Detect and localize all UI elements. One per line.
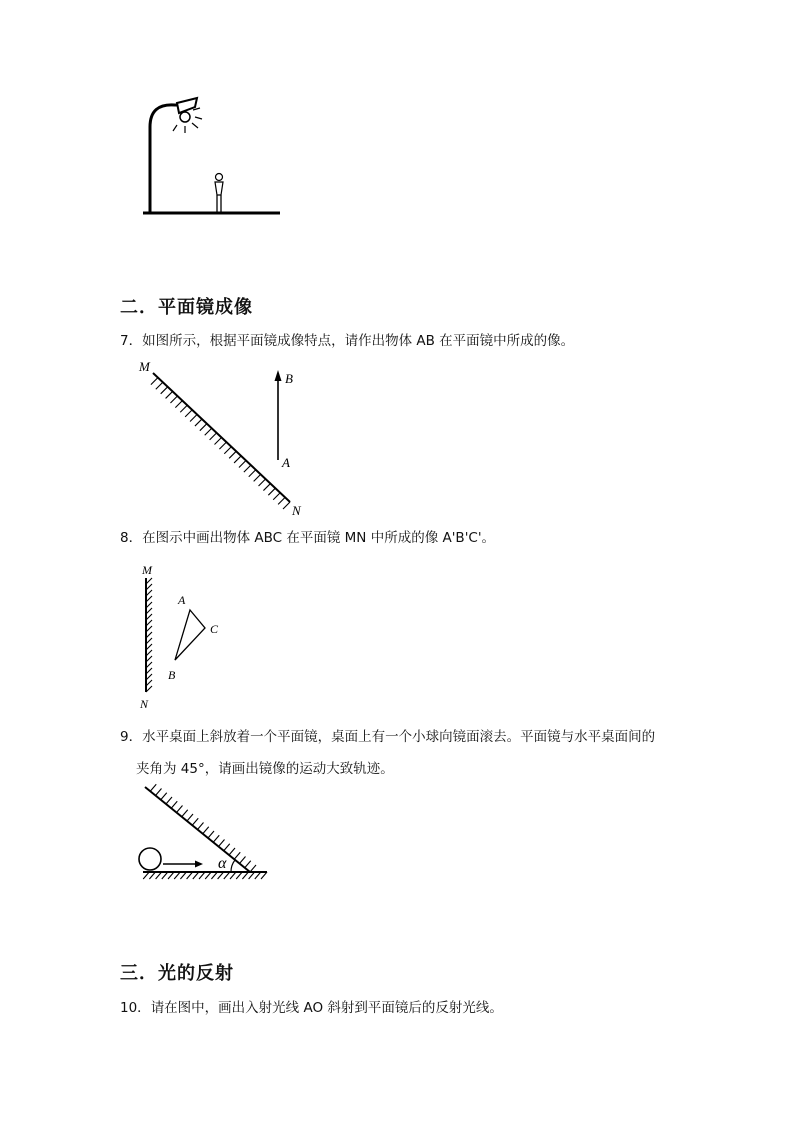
mirror-hatch bbox=[161, 793, 167, 800]
mirror-hatch bbox=[210, 433, 217, 440]
mirror-hatch bbox=[224, 844, 230, 851]
mirror-hatch bbox=[208, 831, 214, 838]
mirror-hatch bbox=[199, 872, 205, 879]
mirror-hatch bbox=[211, 872, 217, 879]
label-b: B bbox=[168, 668, 176, 682]
mirror-ab-figure bbox=[135, 355, 315, 520]
mirror-hatch bbox=[203, 827, 209, 834]
mirror-hatch bbox=[198, 823, 204, 830]
mirror-hatch bbox=[245, 861, 251, 868]
mirror-hatch bbox=[219, 442, 226, 449]
mirror-hatch bbox=[229, 848, 235, 855]
question-10 bbox=[120, 998, 503, 1018]
mirror-hatch bbox=[213, 835, 219, 842]
mirror-hatch bbox=[249, 872, 255, 879]
mirror-hatch bbox=[161, 387, 168, 394]
label-m: M bbox=[139, 359, 150, 374]
inclined-mirror-ball-figure bbox=[135, 782, 275, 887]
mirror-hatch bbox=[185, 410, 192, 417]
question-9-line2: 夹角为 45°，请画出镜像的运动大致轨迹。 bbox=[136, 761, 394, 777]
mirror-hatch bbox=[259, 479, 266, 486]
mirror-hatch bbox=[205, 872, 211, 879]
mirror-hatch bbox=[200, 424, 207, 431]
mirror-hatch bbox=[239, 461, 246, 468]
mirror-hatch bbox=[244, 465, 251, 472]
mirror-hatch bbox=[195, 419, 202, 426]
mirror-hatch bbox=[255, 872, 261, 879]
section-heading-reflection: 三．光的反射 bbox=[120, 963, 234, 984]
mirror-hatch bbox=[150, 784, 156, 791]
mirror-hatch bbox=[156, 382, 163, 389]
mirror-hatch bbox=[143, 872, 149, 879]
mirror-hatch bbox=[240, 857, 246, 864]
question-7 bbox=[120, 331, 574, 351]
mirror-hatch bbox=[166, 797, 172, 804]
question-8 bbox=[120, 528, 495, 548]
mirror-hatch bbox=[182, 810, 188, 817]
mirror-hatch bbox=[250, 865, 256, 872]
mirror-hatch bbox=[218, 872, 224, 879]
mirror-hatch bbox=[249, 470, 256, 477]
mirror-hatch bbox=[149, 872, 155, 879]
mirror-hatch bbox=[273, 493, 280, 500]
mirror-hatch bbox=[180, 872, 186, 879]
mirror-hatch bbox=[230, 872, 236, 879]
mirror-hatch bbox=[190, 414, 197, 421]
label-n: N bbox=[140, 697, 149, 711]
mirror-hatch bbox=[162, 872, 168, 879]
question-9 bbox=[120, 727, 655, 747]
mirror-hatch bbox=[168, 872, 174, 879]
mirror-hatch bbox=[263, 484, 270, 491]
mirror-hatch bbox=[156, 789, 162, 796]
mirror-hatch bbox=[171, 801, 177, 808]
mirror-hatch bbox=[187, 814, 193, 821]
label-m: M bbox=[142, 563, 152, 577]
mirror-hatch bbox=[187, 872, 193, 879]
question-number: 7． bbox=[120, 333, 143, 349]
question-number: 8． bbox=[120, 530, 143, 546]
mirror-hatch bbox=[192, 818, 198, 825]
mirror-hatch bbox=[229, 451, 236, 458]
question-number: 9． bbox=[120, 729, 143, 745]
label-c: C bbox=[210, 622, 219, 636]
question-text-line1: 水平桌面上斜放着一个平面镜，桌面上有一个小球向镜面滚去。平面镜与水平桌面间的 bbox=[142, 729, 656, 745]
mirror-hatch bbox=[242, 872, 248, 879]
section-heading-plane-mirror: 二．平面镜成像 bbox=[120, 297, 253, 318]
mirror-hatch bbox=[175, 401, 182, 408]
mirror-hatch bbox=[254, 474, 261, 481]
mirror-hatch bbox=[261, 872, 267, 879]
mirror-hatch bbox=[193, 872, 199, 879]
mirror-abc-figure bbox=[130, 560, 230, 715]
mirror-hatch bbox=[224, 872, 230, 879]
streetlamp-figure bbox=[135, 95, 285, 220]
label-a: A bbox=[178, 593, 186, 607]
mirror-hatch bbox=[151, 378, 158, 385]
mirror-hatch bbox=[166, 391, 173, 398]
mirror-hatch bbox=[205, 428, 212, 435]
mirror-hatch bbox=[174, 872, 180, 879]
mirror-hatch bbox=[177, 806, 183, 813]
label-a: A bbox=[282, 455, 290, 470]
mirror-hatch bbox=[156, 872, 162, 879]
question-text: 如图所示，根据平面镜成像特点，请作出物体 AB 在平面镜中所成的像。 bbox=[142, 333, 575, 349]
label-n: N bbox=[292, 503, 301, 518]
mirror-hatch bbox=[234, 852, 240, 859]
mirror-hatch bbox=[224, 447, 231, 454]
question-text: 在图示中画出物体 ABC 在平面镜 MN 中所成的像 A'B'C'。 bbox=[142, 530, 496, 546]
mirror-hatch bbox=[219, 840, 225, 847]
mirror-hatch bbox=[170, 396, 177, 403]
mirror-hatch bbox=[236, 872, 242, 879]
question-text: 请在图中，画出入射光线 AO 斜射到平面镜后的反射光线。 bbox=[150, 1000, 503, 1016]
label-b: B bbox=[285, 371, 293, 386]
mirror-hatch bbox=[278, 497, 285, 504]
mirror-hatch bbox=[283, 502, 290, 509]
mirror-hatch bbox=[180, 405, 187, 412]
mirror-hatch bbox=[268, 488, 275, 495]
mirror-hatch bbox=[215, 438, 222, 445]
angle-alpha-label: α bbox=[218, 855, 227, 872]
question-number: 10． bbox=[120, 1000, 151, 1016]
mirror-hatch bbox=[234, 456, 241, 463]
